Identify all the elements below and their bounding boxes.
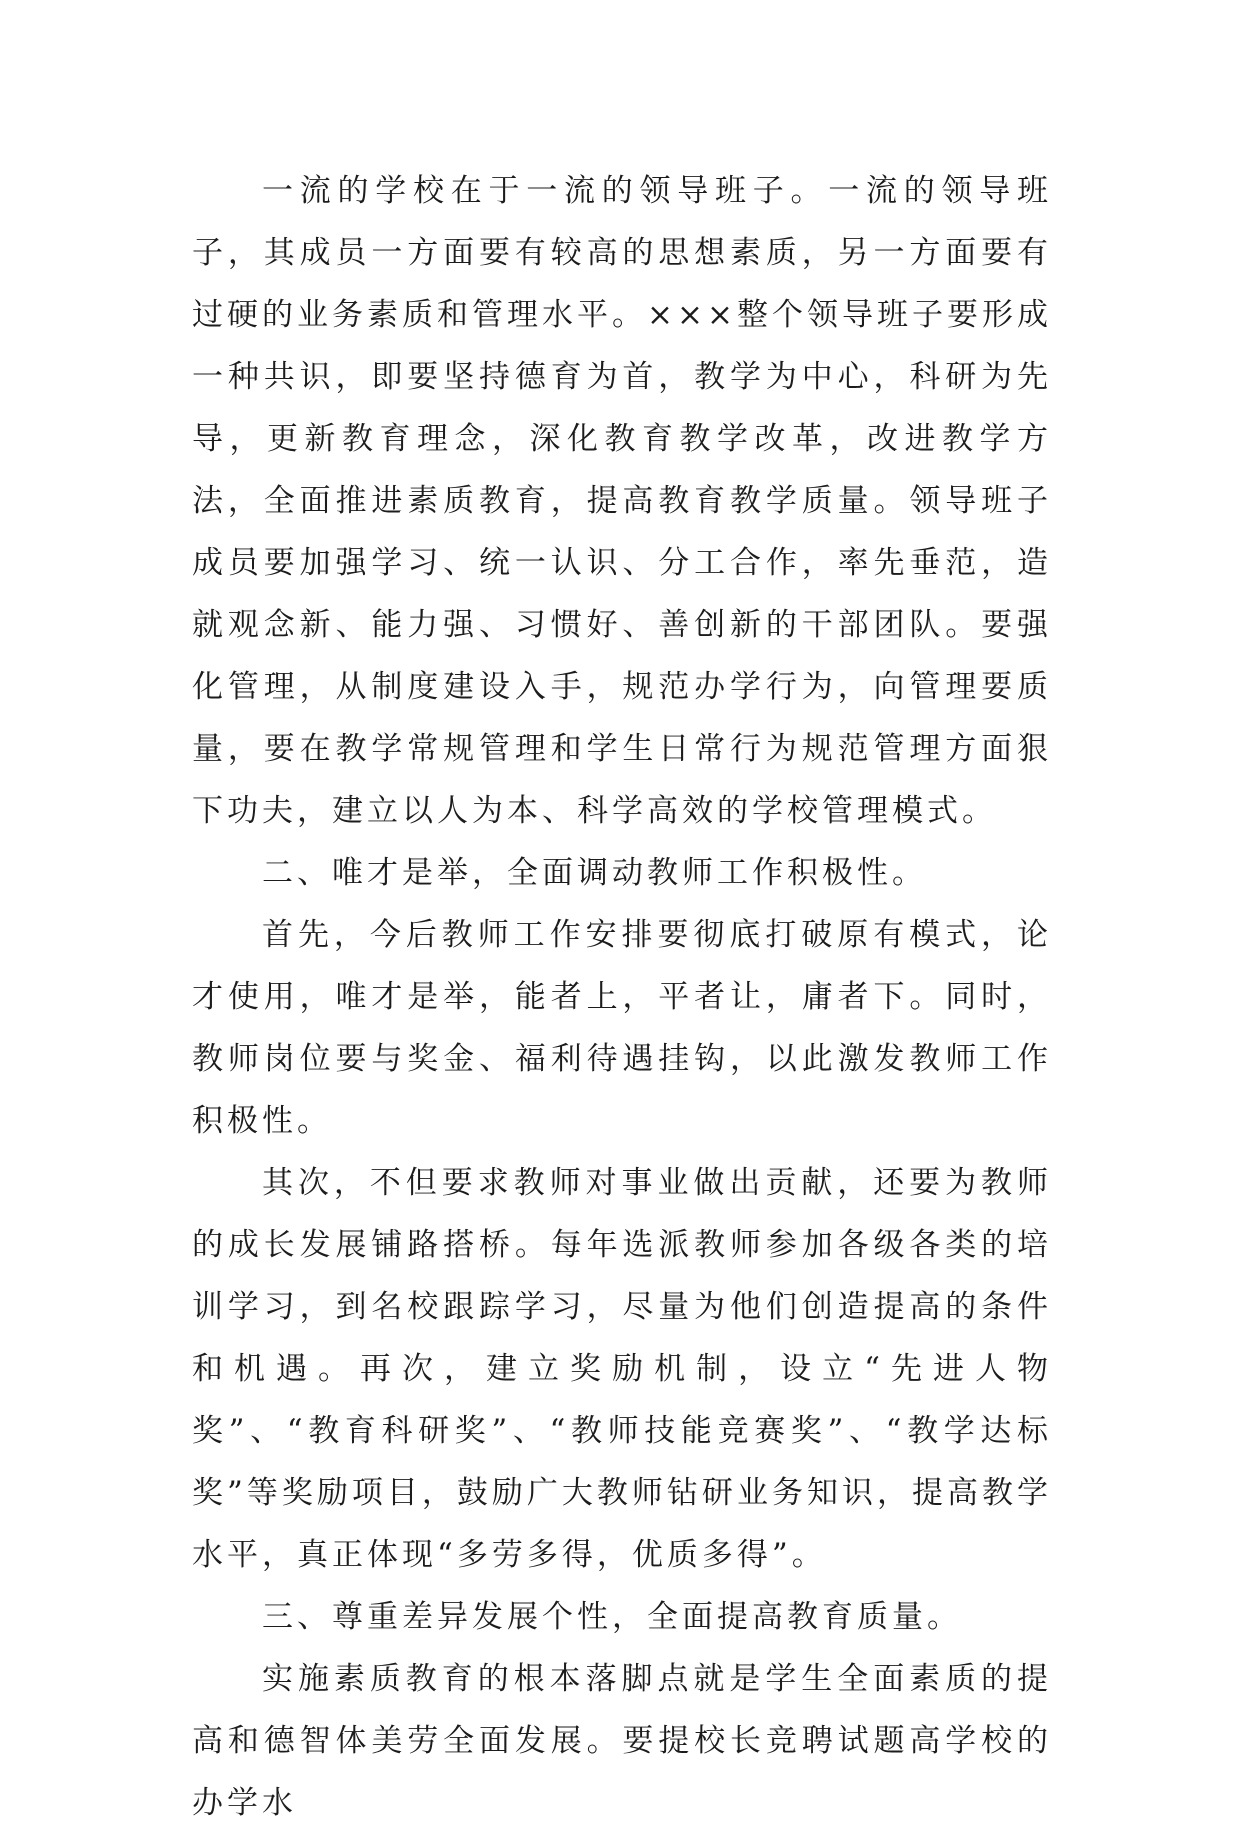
paragraph-first: 首先，今后教师工作安排要彻底打破原有模式，论才使用，唯才是举，能者上，平者让，庸者下。同时，教师岗位要与奖金、福利待遇挂钩，以此激发教师工作积极性。 <box>192 917 1052 1139</box>
paragraph-second: 其次，不但要求教师对事业做出贡献，还要为教师的成长发展铺路搭桥。每年选派教师参加各级各类的培训学习，到名校跟踪学习，尽量为他们创造提高的条件和机遇。再次，建立奖励机制，设立“先进人物奖”、“教育科研奖”、“教师技能竞赛奖”、“教学达标奖”等奖励项目，鼓励广大教师钻研业务知识，提高教学水平，真正体现“多劳多得，优质多得”。 <box>192 1165 1052 1573</box>
paragraph-quality-education: 实施素质教育的根本落脚点就是学生全面素质的提高和德智体美劳全面发展。要提校长竞聘试题高学校的办学水 <box>192 1661 1052 1821</box>
document-body <box>192 160 1052 1834</box>
paragraph-leadership: 一流的学校在于一流的领导班子。一流的领导班子，其成员一方面要有较高的思想素质，另一方面要有过硬的业务素质和管理水平。×××整个领导班子要形成一种共识，即要坚持德育为首，教学为中心，科研为先导，更新教育理念，深化教育教学改革，改进教学方法，全面推进素质教育，提高教育教学质量。领导班子成员要加强学习、统一认识、分工合作，率先垂范，造就观念新、能力强、习惯好、善创新的干部团队。要强化管理，从制度建设入手，规范办学行为，向管理要质量，要在教学常规管理和学生日常行为规范管理方面狠下功夫，建立以人为本、科学高效的学校管理模式。 <box>192 173 1052 829</box>
heading-section-two: 二、唯才是举，全面调动教师工作积极性。 <box>262 855 927 891</box>
heading-section-three: 三、尊重差异发展个性，全面提高教育质量。 <box>262 1599 962 1635</box>
